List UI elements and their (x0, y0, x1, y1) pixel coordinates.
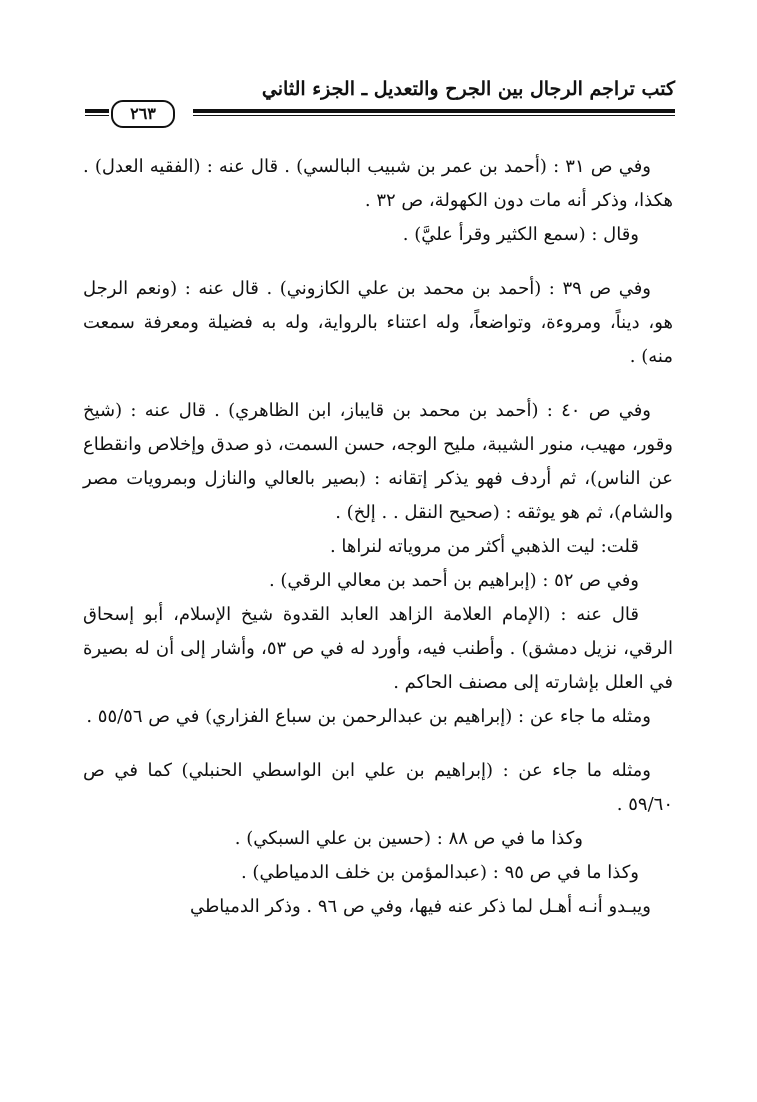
header-rule-left-thin (85, 115, 109, 116)
paragraph-10: وكذا ما في ص ٨٨ : (حسين بن علي السبكي) . (234, 828, 583, 849)
paragraph-7: قال عنه : (الإمام العلامة الزاهد العابد القدوة شيخ الإسلام، أبو إسحاق الرقي، نزيل دمشق) . وأطنب فيه، وأورد له في ص ٥٣، وأشار إلى أن له بصيرة في العلل بإشارته إلى مصنف الحاكم . (83, 604, 673, 693)
running-title: كتب تراجم الرجال بين الجرح والتعديل ـ الجزء الثاني (261, 78, 675, 100)
header-rule-thin (193, 115, 675, 116)
paragraph-1: وفي ص ٣١ : (أحمد بن عمر بن شبيب البالسي) . قال عنه : (الفقيه العدل) . هكذا، وذكر أنه مات دون الكهولة، ص ٣٢ . (83, 156, 673, 211)
paragraph-6: وفي ص ٥٢ : (إبراهيم بن أحمد بن معالي الرقي) . (268, 570, 639, 591)
paragraph-3: وفي ص ٣٩ : (أحمد بن محمد بن علي الكازوني) . قال عنه : (ونعم الرجل هو، ديناً، ومروءة، وتواضعاً، وله اعتناء بالرواية، وله به فضيلة ومعرفة سمعت منه) . (83, 278, 673, 367)
paragraph-12: ويبـدو أنـه أهـل لما ذكر عنه فيها، وفي ص ٩٦ . وذكر الدمياطي (189, 896, 651, 917)
paragraph-4: وفي ص ٤٠ : (أحمد بن محمد بن قايباز، ابن الظاهري) . قال عنه : (شيخ وقور، مهيب، منور الشيبة، مليح الوجه، حسن السمت، ذو صدق وإخلاص وانقطاع عن الناس)، ثم أردف فهو يذكر إتقانه : (بصير بالعالي والنازل وبمرويات مصر والشام)، ثم هو يوثقه : (صحيح النقل . . إلخ) . (83, 400, 673, 523)
page-number: ٢٦٣ (111, 100, 175, 128)
paragraph-11: وكذا ما في ص ٩٥ : (عبدالمؤمن بن خلف الدمياطي) . (240, 862, 639, 883)
running-header (85, 78, 675, 122)
paragraph-8: ومثله ما جاء عن : (إبراهيم بن عبدالرحمن بن سباع الفزاري) في ص ٥٥/٥٦ . (86, 706, 651, 727)
header-rule-left (85, 109, 109, 113)
header-rule (193, 109, 675, 113)
paragraph-5: قلت: ليت الذهبي أكثر من مروياته لنراها . (329, 536, 639, 557)
body-text (83, 150, 673, 924)
paragraph-9: ومثله ما جاء عن : (إبراهيم بن علي ابن الواسطي الحنبلي) كما في ص ٥٩/٦٠ . (83, 760, 673, 815)
paragraph-2: وقال : (سمع الكثير وقرأ عليَّ) . (402, 224, 639, 245)
